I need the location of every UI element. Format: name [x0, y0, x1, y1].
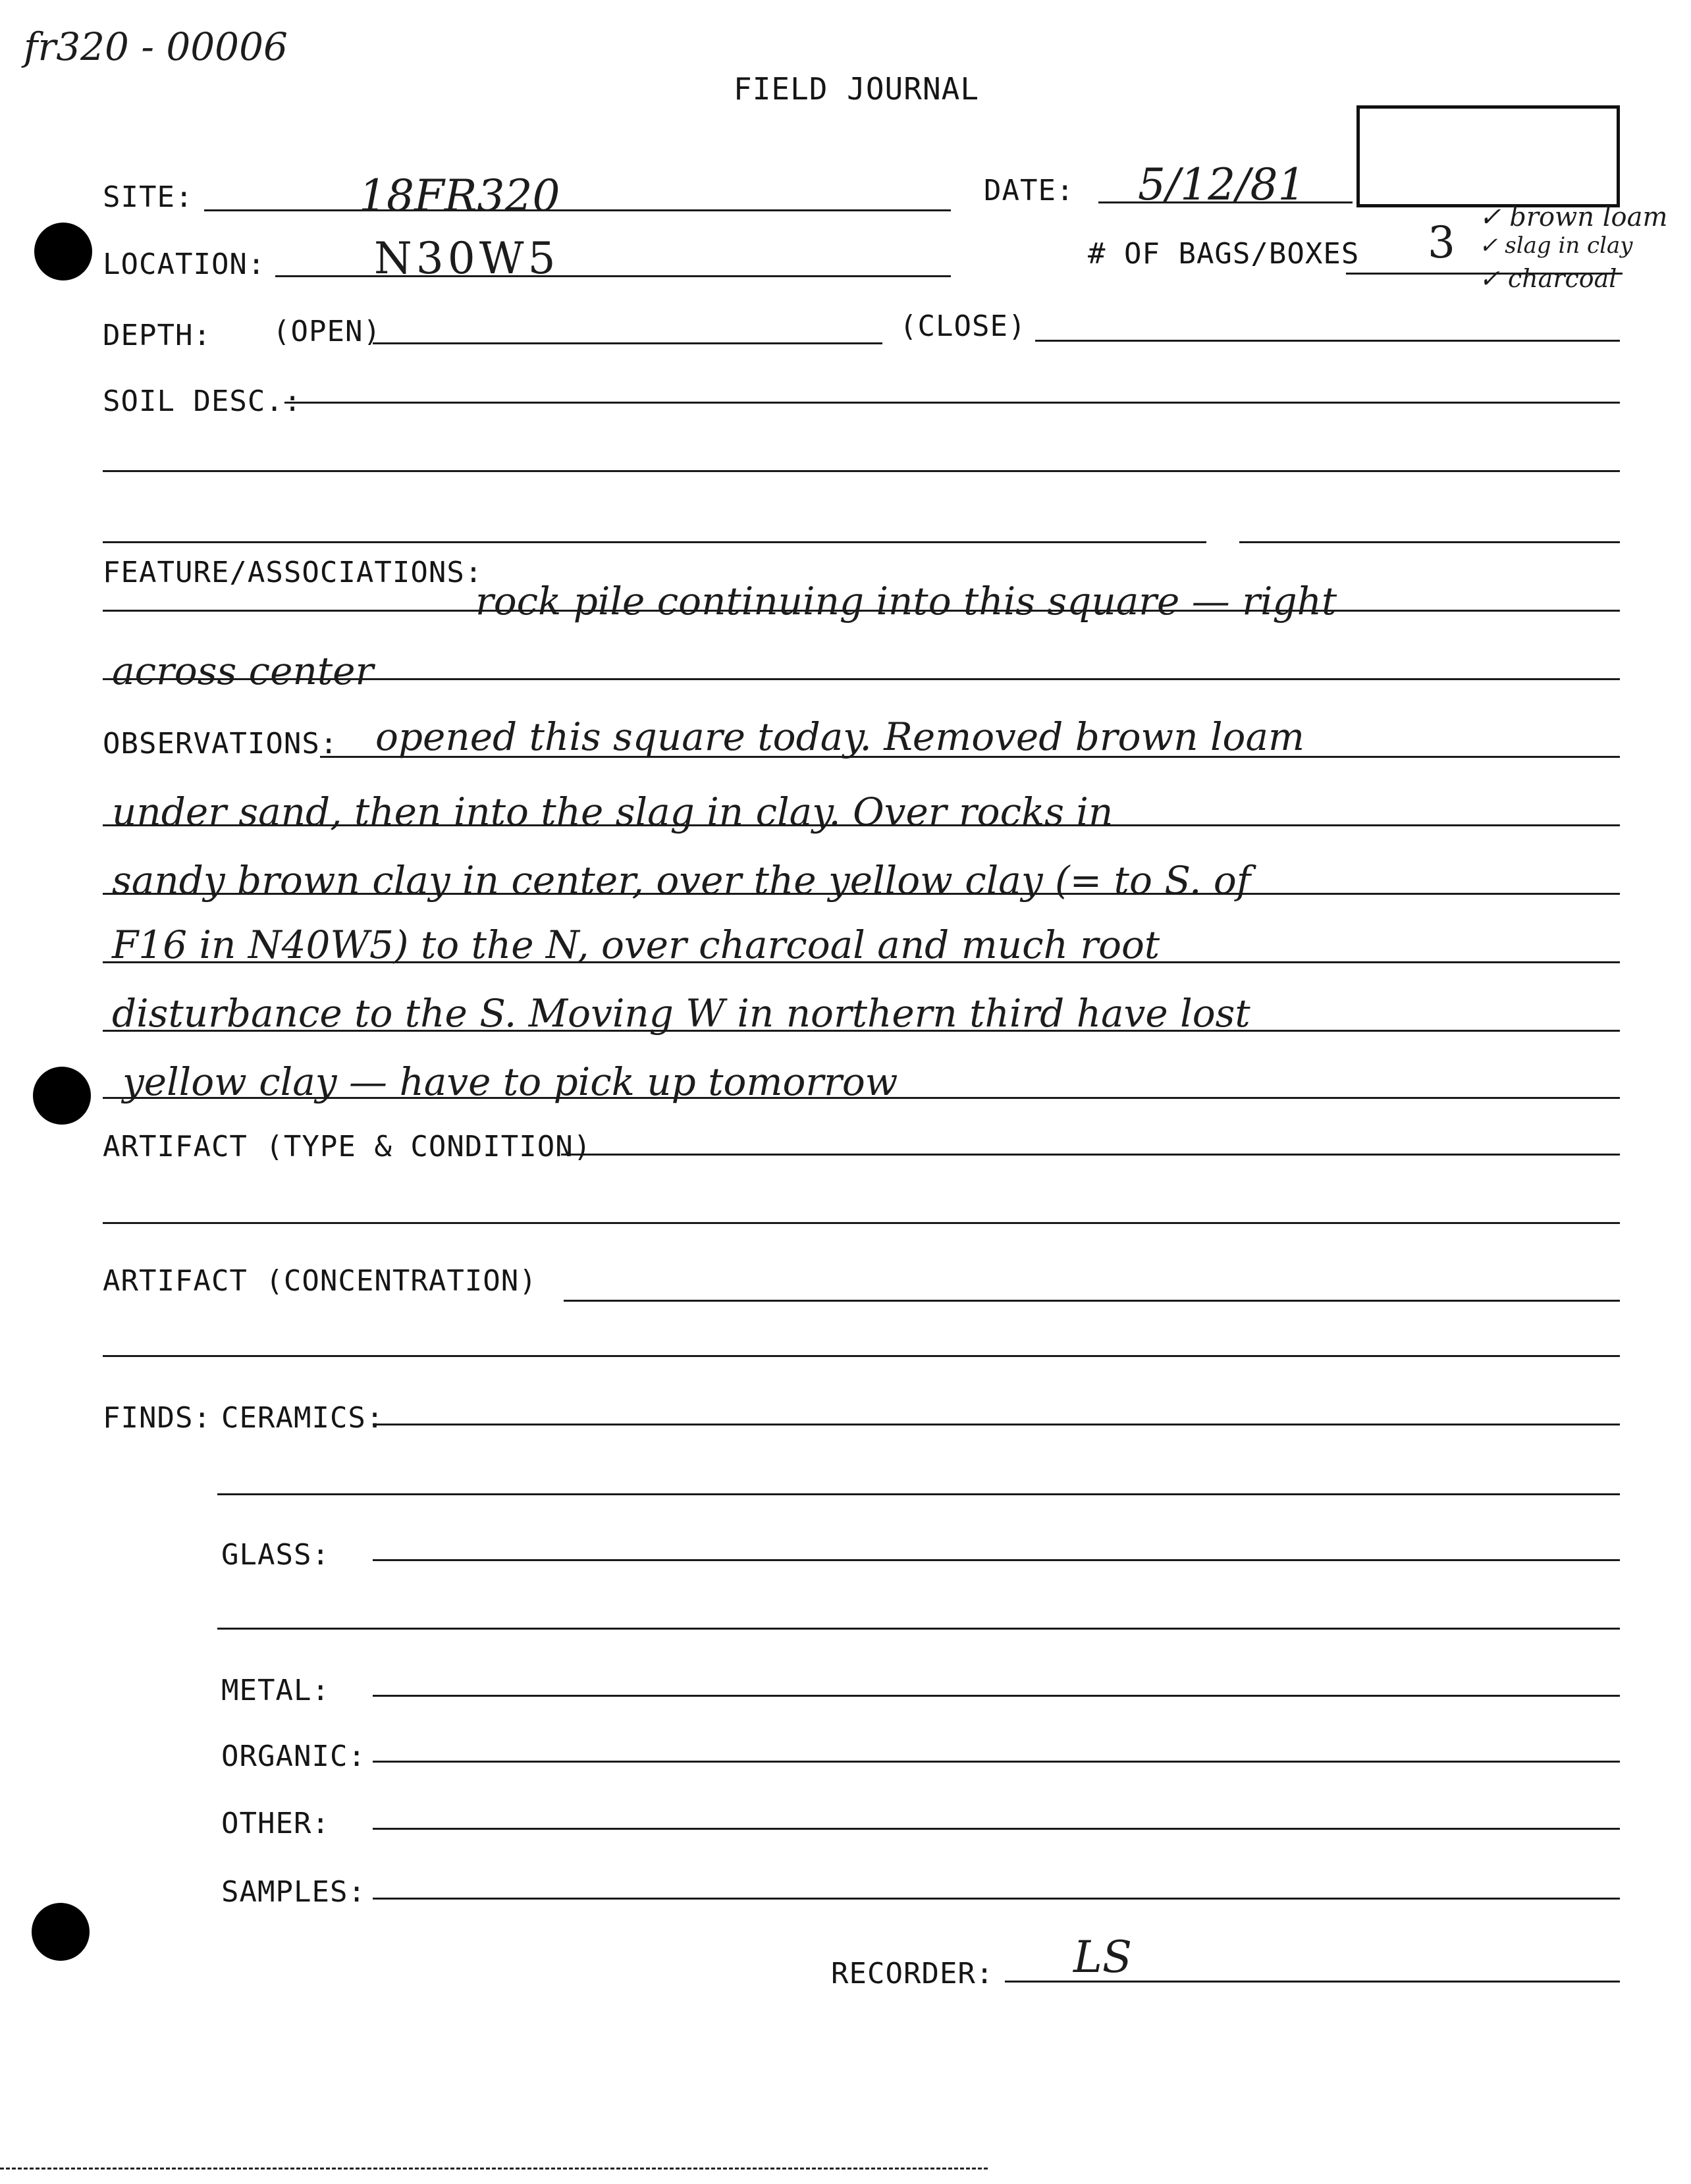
- page-title: FIELD JOURNAL: [734, 71, 980, 107]
- observation-line: [103, 1030, 1620, 1032]
- depth-open-line: [373, 342, 882, 344]
- artifact-conc-line: [103, 1355, 1620, 1357]
- observation-line: [103, 824, 1620, 826]
- artifact-conc-line: [564, 1300, 1620, 1302]
- soil-line: [103, 541, 1206, 543]
- artifact-type-line: [103, 1222, 1620, 1224]
- feature-line: [103, 678, 1620, 680]
- ceramics-line: [373, 1424, 1620, 1425]
- glass-line: [373, 1559, 1620, 1561]
- observation-text: sandy brown clay in center, over the yellow clay (= to S. of: [112, 858, 1251, 903]
- recorder-value: LS: [1073, 1932, 1133, 1983]
- ceramics-label: CERAMICS:: [221, 1401, 385, 1435]
- punch-hole-middle: [33, 1067, 91, 1125]
- document-id: fr320 - 00006: [24, 24, 288, 69]
- other-line: [373, 1828, 1620, 1830]
- feature-text: rock pile continuing into this square — right: [475, 579, 1337, 624]
- bags-count: 3: [1428, 217, 1455, 268]
- ceramics-line: [217, 1493, 1620, 1495]
- glass-line: [217, 1628, 1620, 1630]
- soil-line: [284, 402, 1620, 404]
- glass-label: GLASS:: [221, 1538, 330, 1572]
- samples-line: [373, 1898, 1620, 1900]
- metal-line: [373, 1695, 1620, 1697]
- soil-line: [103, 470, 1620, 472]
- observation-line: [103, 961, 1620, 963]
- soil-label: SOIL DESC.:: [103, 385, 302, 418]
- depth-close-label: (CLOSE): [899, 309, 1027, 343]
- depth-close-line: [1035, 340, 1620, 342]
- bags-item: ✓ brown loam: [1479, 202, 1668, 232]
- observation-text: yellow clay — have to pick up tomorrow: [122, 1059, 898, 1104]
- observation-text: under sand, then into the slag in clay. Over rocks in: [112, 789, 1114, 834]
- observations-label: OBSERVATIONS:: [103, 727, 338, 760]
- metal-label: METAL:: [221, 1674, 330, 1707]
- observation-line: [103, 893, 1620, 895]
- site-label: SITE:: [103, 180, 194, 214]
- depth-open-label: (OPEN): [273, 315, 381, 348]
- artifact-type-line: [561, 1154, 1620, 1156]
- feature-label: FEATURE/ASSOCIATIONS:: [103, 556, 483, 589]
- punch-hole-bottom: [32, 1903, 90, 1961]
- date-label: DATE:: [984, 174, 1075, 207]
- location-label: LOCATION:: [103, 248, 266, 281]
- observation-text: disturbance to the S. Moving W in northern third have lost: [112, 991, 1250, 1036]
- samples-label: SAMPLES:: [221, 1875, 366, 1909]
- feature-line: [103, 610, 1620, 612]
- observation-text: opened this square today. Removed brown loam: [375, 714, 1305, 759]
- depth-label: DEPTH:: [103, 319, 211, 352]
- organic-label: ORGANIC:: [221, 1740, 366, 1773]
- feature-text: across center: [112, 649, 374, 693]
- observation-text: F16 in N40W5) to the N, over charcoal and much root: [112, 922, 1160, 967]
- bottom-edge-dashes: [0, 2168, 988, 2170]
- bags-label: # OF BAGS/BOXES: [1088, 237, 1360, 271]
- artifact-conc-label: ARTIFACT (CONCENTRATION): [103, 1264, 537, 1298]
- bags-item: ✓ charcoal: [1479, 264, 1617, 293]
- punch-hole-top: [34, 223, 92, 280]
- finds-label: FINDS:: [103, 1401, 211, 1435]
- date-value: 5/12/81: [1138, 159, 1306, 210]
- soil-line: [1239, 541, 1620, 543]
- organic-line: [373, 1761, 1620, 1763]
- artifact-type-label: ARTIFACT (TYPE & CONDITION): [103, 1130, 592, 1163]
- other-label: OTHER:: [221, 1807, 330, 1840]
- site-value: 18FR320: [359, 171, 560, 221]
- observation-line: [320, 756, 1620, 758]
- location-value: N30W5: [374, 233, 560, 284]
- stamp-box: [1356, 105, 1620, 207]
- site-field-line: [204, 209, 951, 211]
- observation-line: [103, 1097, 1620, 1099]
- bags-item: ✓ slag in clay: [1479, 232, 1633, 259]
- recorder-label: RECORDER:: [831, 1957, 994, 1990]
